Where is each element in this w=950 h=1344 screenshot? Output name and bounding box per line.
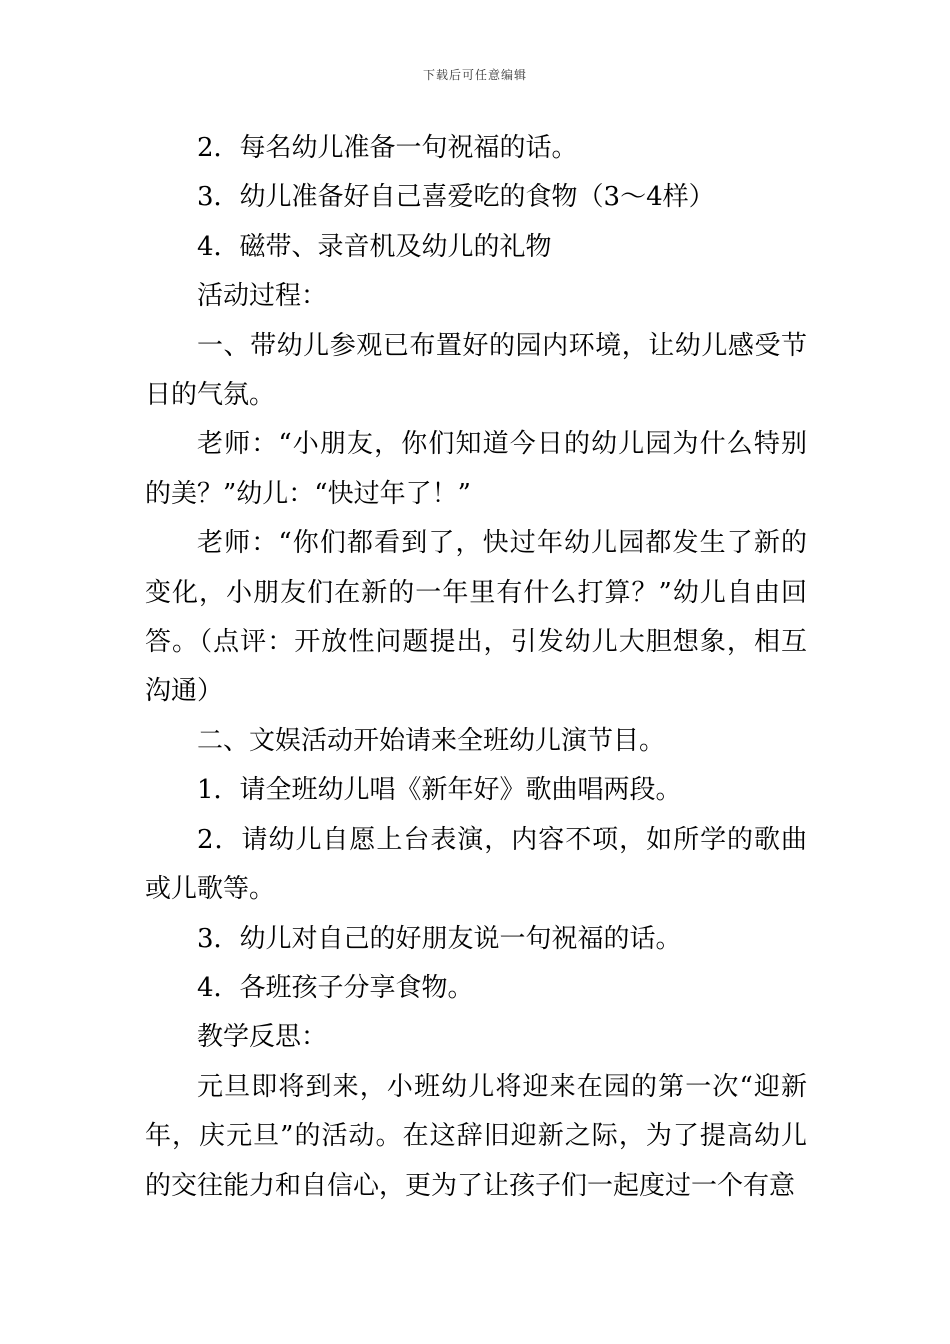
paragraph: 3．幼儿对自己的好朋友说一句祝福的话。 (197, 923, 682, 954)
header-note: 下载后可任意编辑 (422, 68, 527, 82)
paragraph: 3．幼儿准备好自己喜爱吃的食物（3～4样） (197, 182, 715, 213)
body-text (145, 124, 807, 1211)
paragraph: 老师：“你们都看到了，快过年幼儿园都发生了新的变化，小朋友们在新的一年里有什么打算？”幼儿自由回答。（点评：开放性问题提出，引发幼儿大胆想象，相互沟通） (145, 528, 807, 707)
paragraph: 二、文娱活动开始请来全班幼儿演节目。 (197, 725, 666, 756)
paragraph: 4．各班孩子分享食物。 (197, 972, 474, 1003)
paragraph: 2．请幼儿自愿上台表演，内容不项，如所学的歌曲或儿歌等。 (145, 824, 807, 905)
paragraph: 4．磁带、录音机及幼儿的礼物 (197, 231, 552, 262)
paragraph: 元旦即将到来，小班幼儿将迎来在园的第一次“迎新年，庆元旦”的活动。在这辞旧迎新之际，为了提高幼儿的交往能力和自信心，更为了让孩子们一起度过一个有意 (145, 1071, 807, 1201)
paragraph: 老师：“小朋友，你们知道今日的幼儿园为什么特别的美？”幼儿：“快过年了！” (145, 429, 807, 509)
paragraph: 2．每名幼儿准备一句祝福的话。 (197, 133, 578, 163)
paragraph: 一、带幼儿参观已布置好的园内环境，让幼儿感受节日的气氛。 (145, 330, 807, 411)
section-heading: 活动过程： (197, 281, 328, 312)
section-heading: 教学反思： (197, 1022, 328, 1053)
paragraph: 1．请全班幼儿唱《新年好》歌曲唱两段。 (197, 775, 682, 806)
